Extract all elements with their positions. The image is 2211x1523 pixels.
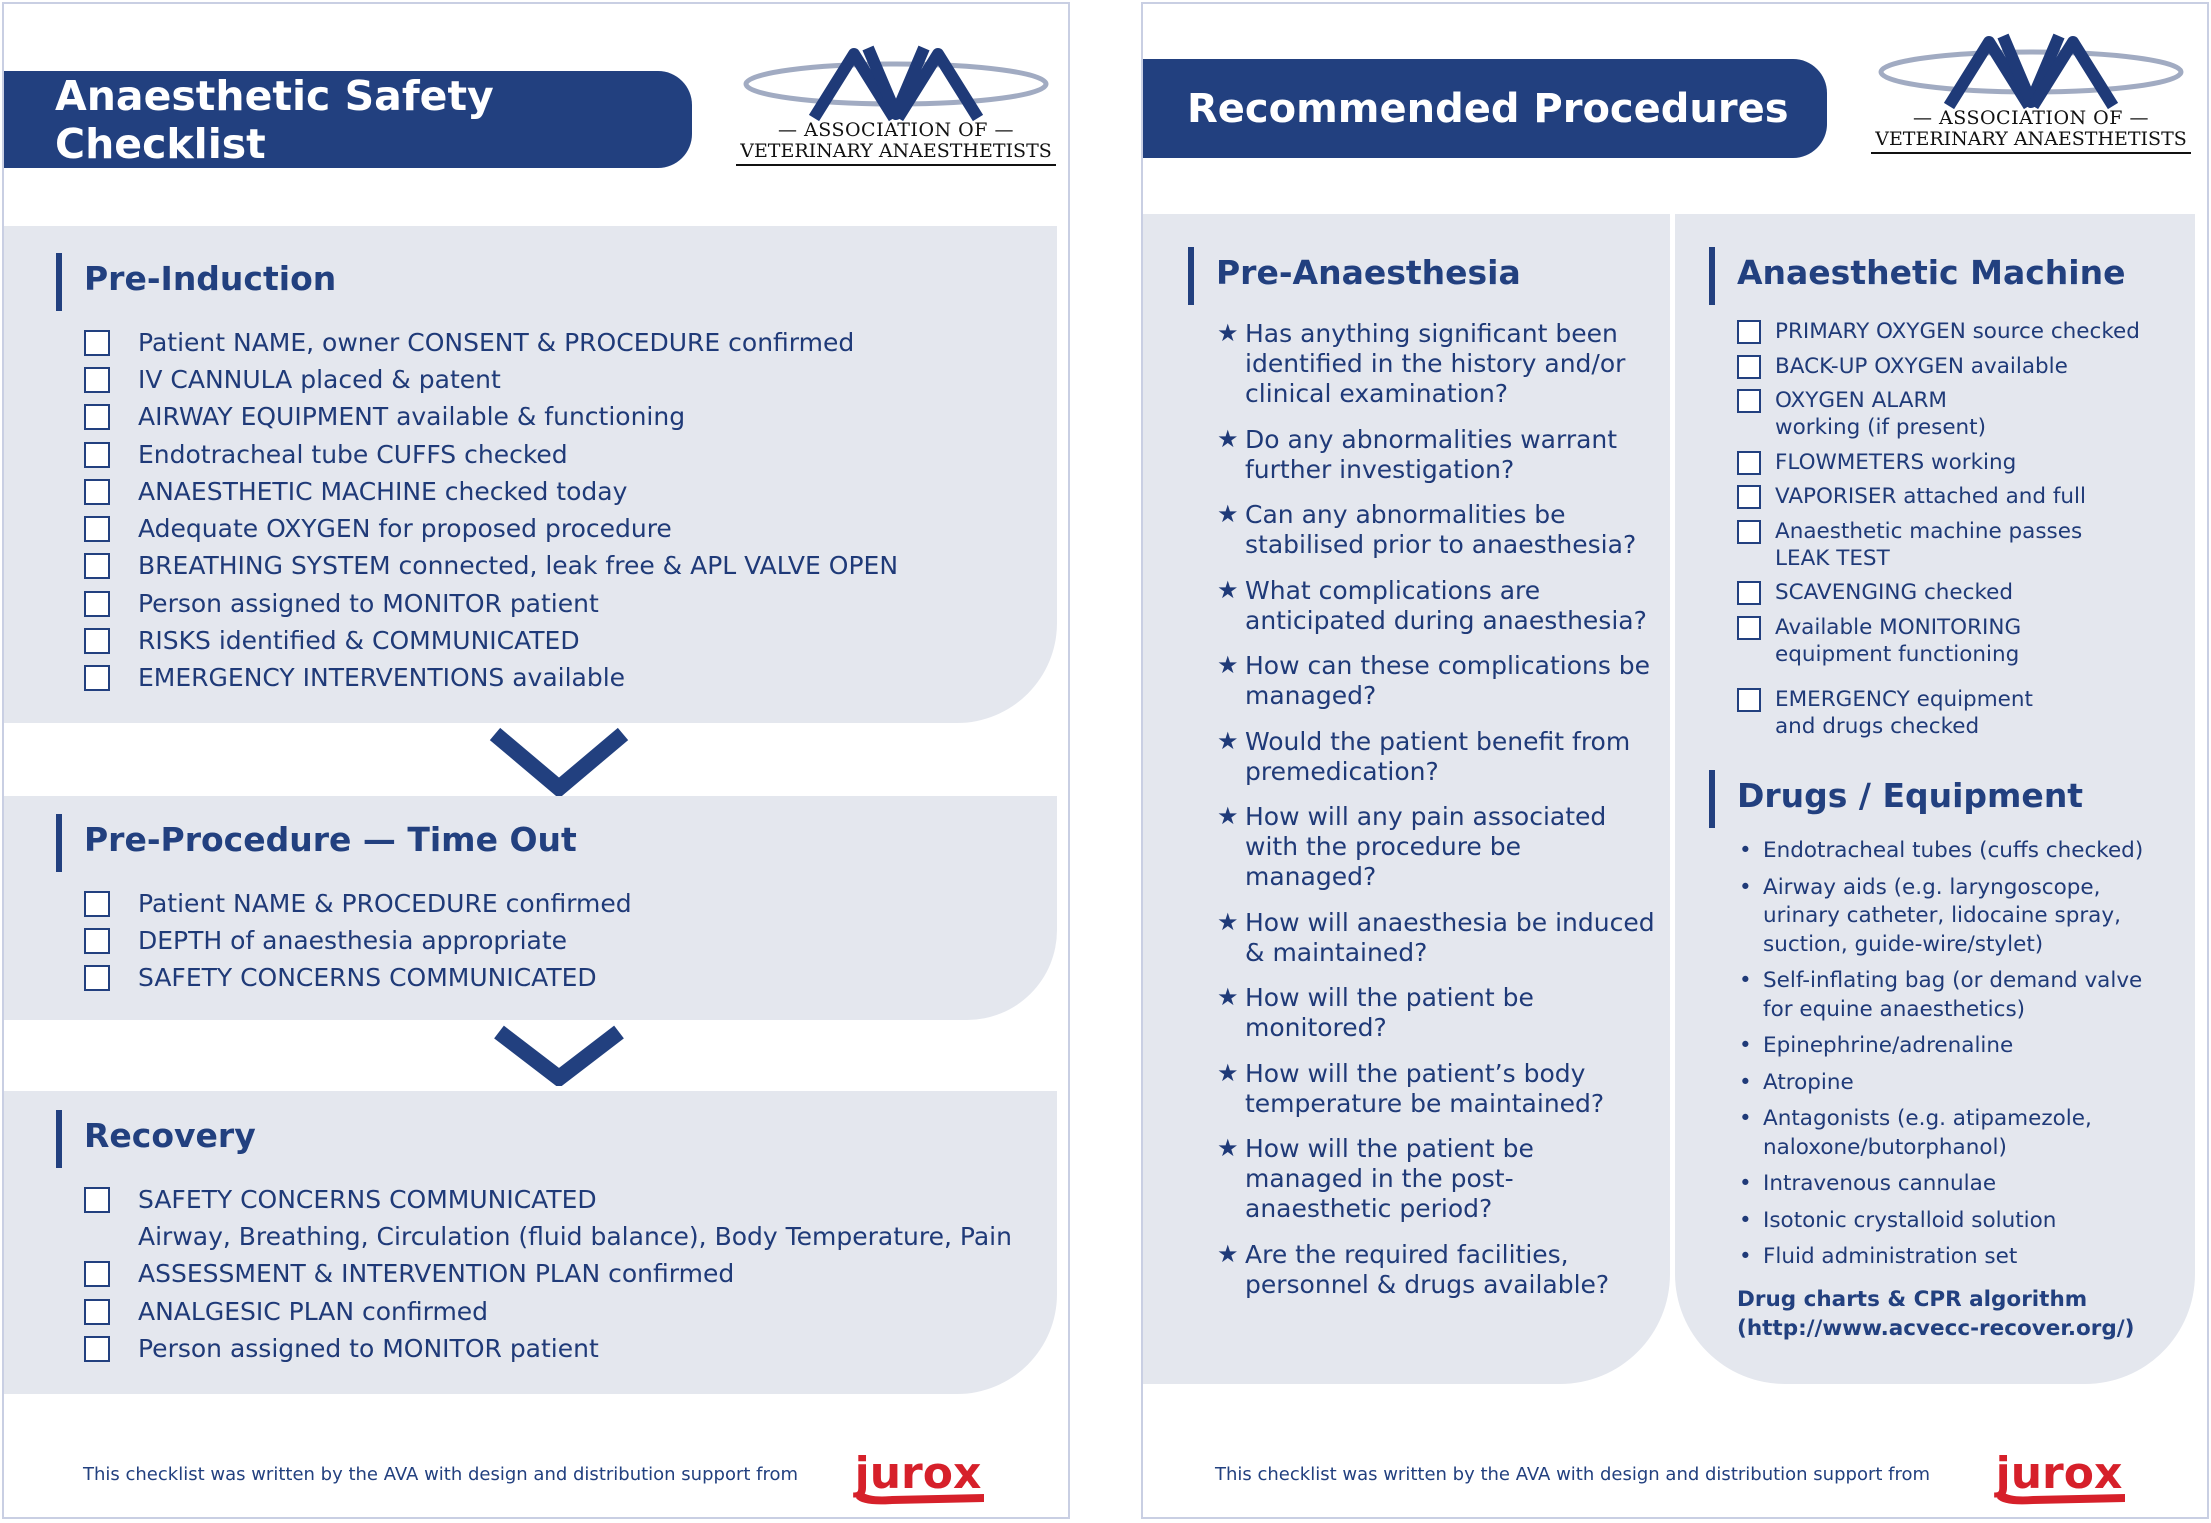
item-label: Patient NAME & PROCEDURE confirmed — [138, 888, 632, 918]
checkbox[interactable] — [84, 591, 110, 617]
drug-item — [1737, 967, 2157, 1024]
question-text: How will the patient be managed in the post-anaesthetic period? — [1245, 1134, 1534, 1223]
item-label: PRIMARY OXYGEN source checked — [1775, 319, 2140, 344]
star-icon: ★ — [1217, 575, 1239, 604]
item-label: DEPTH of anaesthesia appropriate — [138, 925, 568, 955]
question-item — [1217, 1134, 1657, 1224]
item-label: SAFETY CONCERNS COMMUNICATED — [138, 963, 597, 993]
section-heading-pre-induction: Pre-Induction — [56, 253, 336, 311]
star-icon: ★ — [1217, 802, 1239, 830]
bullet-icon: • — [1739, 874, 1752, 900]
drug-item — [1737, 874, 2157, 960]
checklist-item — [84, 960, 632, 997]
checklist-item — [84, 660, 898, 697]
item-label: ANALGESIC PLAN confirmed — [138, 1296, 489, 1326]
star-icon: ★ — [1217, 726, 1239, 755]
checkbox[interactable] — [84, 1299, 110, 1325]
section-heading-time-out: Pre-Procedure — Time Out — [56, 814, 577, 872]
star-icon: ★ — [1217, 424, 1239, 453]
ava-logo — [1871, 24, 2191, 154]
footer-credit: This checklist was written by the AVA with design and distribution support from — [83, 1464, 799, 1485]
bullet-icon: • — [1739, 1106, 1752, 1131]
star-icon: ★ — [1217, 1239, 1239, 1268]
checkbox[interactable] — [1737, 616, 1761, 640]
item-label: Antagonists (e.g. atipamezole, naloxone/butorphanol) — [1763, 1106, 2092, 1160]
checklist-item — [84, 585, 898, 622]
jurox-logo — [852, 1440, 987, 1508]
item-label: Person assigned to MONITOR patient — [138, 1333, 599, 1363]
checkbox[interactable] — [84, 965, 110, 991]
item-label: Endotracheal tubes (cuffs checked) — [1763, 838, 2144, 863]
machine-item — [1737, 318, 2177, 345]
checkbox[interactable] — [84, 442, 110, 468]
checklist-item — [84, 1181, 1012, 1218]
checkbox[interactable] — [84, 1336, 110, 1362]
drug-item — [1737, 1105, 2157, 1162]
page-title: Recommended Procedures — [1143, 59, 1827, 158]
star-icon: ★ — [1217, 983, 1239, 1011]
question-item — [1217, 802, 1657, 892]
chevron-down-icon — [489, 1024, 629, 1086]
item-label: BREATHING SYSTEM connected, leak free & APL VALVE OPEN — [138, 551, 899, 581]
star-icon: ★ — [1217, 651, 1239, 679]
ava-logo-mark — [736, 36, 1056, 126]
machine-item — [1737, 449, 2177, 476]
item-label: ASSESSMENT & INTERVENTION PLAN confirmed — [138, 1259, 735, 1289]
drug-charts-label: Drug charts & CPR algorithm — [1737, 1287, 2088, 1312]
machine-item — [1737, 614, 2085, 668]
checkbox[interactable] — [84, 404, 110, 430]
item-label: Available MONITORING equipment functioning — [1775, 614, 2022, 667]
chevron-down-icon — [489, 726, 629, 796]
question-text: How will any pain associated with the procedure be managed? — [1245, 802, 1607, 891]
question-item — [1217, 651, 1657, 711]
checkbox[interactable] — [84, 479, 110, 505]
bullet-icon: • — [1739, 838, 1752, 863]
item-label: RISKS identified & COMMUNICATED — [138, 626, 580, 656]
checklist-item — [84, 922, 632, 959]
question-text: Are the required facilities, personnel & drugs available? — [1245, 1239, 1610, 1299]
item-label: Adequate OXYGEN for proposed procedure — [138, 514, 672, 544]
item-label: Atropine — [1763, 1069, 1854, 1095]
drug-item — [1737, 1069, 2157, 1098]
footer-credit: This checklist was written by the AVA with design and distribution support from — [1215, 1464, 1931, 1485]
item-label: Patient NAME, owner CONSENT & PROCEDURE confirmed — [138, 327, 855, 357]
checkbox[interactable] — [1737, 389, 1761, 413]
star-icon: ★ — [1217, 500, 1239, 528]
question-item — [1217, 500, 1657, 560]
drug-item — [1737, 1032, 2157, 1061]
question-item — [1217, 1240, 1657, 1300]
machine-item — [1737, 686, 2075, 740]
cpr-link[interactable]: (http://www.acvecc-recover.org/) — [1737, 1316, 2135, 1341]
checklist-item — [84, 1330, 1012, 1367]
section-heading-recovery: Recovery — [56, 1110, 256, 1168]
ava-logo-mark — [1871, 24, 2191, 114]
logo-text-association: — ASSOCIATION OF — — [1913, 107, 2149, 129]
question-text: Can any abnormalities be stabilised prior to anaesthesia? — [1245, 500, 1637, 559]
question-text: How will the patient’s body temperature be maintained? — [1245, 1058, 1605, 1118]
checkbox[interactable] — [84, 928, 110, 954]
checklist-item — [84, 399, 898, 436]
item-label: Anaesthetic machine passes LEAK TEST — [1775, 518, 2083, 571]
question-text: Has anything significant been identified in the history and/or clinical examination? — [1245, 319, 1626, 408]
checkbox[interactable] — [1737, 451, 1761, 475]
checkbox[interactable] — [84, 553, 110, 579]
item-label: EMERGENCY equipment and drugs checked — [1775, 686, 2033, 739]
checklist-item — [84, 473, 898, 510]
checklist-item — [84, 622, 898, 659]
question-text: How will the patient be monitored? — [1245, 983, 1534, 1042]
star-icon: ★ — [1217, 319, 1239, 347]
page-title: Anaesthetic Safety Checklist — [4, 71, 692, 168]
machine-item — [1737, 579, 2177, 606]
jurox-wordmark: jurox — [1995, 1448, 2123, 1499]
question-item — [1217, 983, 1657, 1043]
item-label: Epinephrine/adrenaline — [1763, 1033, 2014, 1058]
item-label: ANAESTHETIC MACHINE checked today — [138, 476, 628, 506]
bullet-icon: • — [1739, 1207, 1752, 1233]
checklist-page — [2, 2, 1070, 1519]
checkbox[interactable] — [1737, 581, 1761, 605]
bullet-icon: • — [1739, 1244, 1752, 1269]
machine-item — [1737, 387, 2035, 441]
pre-induction-list — [84, 324, 898, 697]
question-text: What complications are anticipated during anaesthesia? — [1245, 575, 1647, 635]
drug-item — [1737, 1207, 2157, 1236]
checklist-subitem — [84, 1218, 1012, 1255]
recovery-list — [84, 1181, 1012, 1367]
section-heading-pre-anaesthesia: Pre-Anaesthesia — [1188, 247, 1521, 305]
item-label: Isotonic crystalloid solution — [1763, 1207, 2057, 1233]
checkbox[interactable] — [84, 367, 110, 393]
item-label: SAFETY CONCERNS COMMUNICATED — [138, 1184, 597, 1214]
checkbox[interactable] — [84, 891, 110, 917]
checkbox[interactable] — [1737, 355, 1761, 379]
drug-charts-note — [1737, 1285, 2134, 1343]
checkbox[interactable] — [84, 665, 110, 691]
checkbox[interactable] — [84, 516, 110, 542]
checklist-item — [84, 1256, 1012, 1293]
drug-item — [1737, 1170, 2157, 1199]
logo-text-association: — ASSOCIATION OF — — [778, 119, 1014, 141]
question-item — [1217, 1059, 1657, 1119]
bullet-icon: • — [1739, 968, 1752, 993]
machine-item — [1737, 353, 2177, 380]
checklist-item — [84, 436, 898, 473]
checkbox[interactable] — [1737, 485, 1761, 509]
checkbox[interactable] — [84, 1187, 110, 1213]
question-item — [1217, 425, 1657, 485]
question-text: How can these complications be managed? — [1245, 651, 1651, 710]
checklist-item — [84, 510, 898, 547]
pre-anaesthesia-questions — [1217, 319, 1657, 1315]
drug-item — [1737, 1243, 2157, 1272]
ava-logo — [736, 36, 1056, 166]
item-label: AIRWAY EQUIPMENT available & functioning — [138, 402, 686, 432]
question-text: Would the patient benefit from premedication? — [1245, 726, 1631, 786]
item-label: OXYGEN ALARM working (if present) — [1775, 388, 1986, 440]
machine-item — [1737, 483, 2177, 510]
item-label: EMERGENCY INTERVENTIONS available — [138, 663, 626, 693]
jurox-wordmark: jurox — [854, 1448, 982, 1499]
item-label: Endotracheal tube CUFFS checked — [138, 439, 568, 469]
item-label: BACK-UP OXYGEN available — [1775, 353, 2068, 379]
bullet-icon: • — [1739, 1171, 1752, 1196]
checkbox[interactable] — [1737, 520, 1761, 544]
checkbox[interactable] — [84, 628, 110, 654]
star-icon: ★ — [1217, 1134, 1239, 1162]
question-item — [1217, 576, 1657, 636]
checklist-item — [84, 885, 632, 922]
procedures-page — [1141, 2, 2209, 1519]
checkbox[interactable] — [84, 330, 110, 356]
item-label: VAPORISER attached and full — [1775, 484, 2087, 509]
drugs-list — [1737, 837, 2157, 1280]
question-text: Do any abnormalities warrant further investigation? — [1245, 424, 1618, 484]
question-item — [1217, 908, 1657, 968]
item-label: Airway aids (e.g. laryngoscope, urinary catheter, lidocaine spray, suction, guide-wire/stylet) — [1763, 874, 2121, 957]
drug-item — [1737, 837, 2157, 866]
item-label: Intravenous cannulae — [1763, 1171, 1997, 1196]
bullet-icon: • — [1739, 1033, 1752, 1058]
star-icon: ★ — [1217, 1058, 1239, 1087]
logo-text-vet: VETERINARY ANAESTHETISTS — [1871, 128, 2191, 154]
item-label: SCAVENGING checked — [1775, 580, 2014, 605]
section-heading-drugs: Drugs / Equipment — [1709, 770, 2083, 828]
checkbox[interactable] — [84, 1261, 110, 1287]
checkbox[interactable] — [1737, 688, 1761, 712]
logo-text-vet: VETERINARY ANAESTHETISTS — [736, 140, 1056, 166]
machine-item — [1737, 518, 2135, 572]
checklist-item — [84, 324, 898, 361]
question-item — [1217, 727, 1657, 787]
checklist-item — [84, 1293, 1012, 1330]
bullet-icon: • — [1739, 1069, 1752, 1095]
time-out-list — [84, 885, 632, 997]
star-icon: ★ — [1217, 907, 1239, 936]
item-label: Airway, Breathing, Circulation (fluid balance), Body Temperature, Pain — [138, 1221, 1012, 1251]
checklist-item — [84, 548, 898, 585]
machine-checklist — [1737, 318, 2177, 747]
jurox-logo — [1993, 1440, 2128, 1508]
item-label: Self-inflating bag (or demand valve for equine anaesthetics) — [1763, 968, 2143, 1022]
section-heading-machine: Anaesthetic Machine — [1709, 247, 2125, 305]
checklist-item — [84, 361, 898, 398]
question-text: How will anaesthesia be induced & maintained? — [1245, 907, 1655, 967]
checkbox[interactable] — [1737, 320, 1761, 344]
question-item — [1217, 319, 1657, 409]
item-label: FLOWMETERS working — [1775, 449, 2017, 475]
item-label: IV CANNULA placed & patent — [138, 364, 501, 394]
item-label: Fluid administration set — [1763, 1244, 2018, 1269]
item-label: Person assigned to MONITOR patient — [138, 588, 599, 618]
